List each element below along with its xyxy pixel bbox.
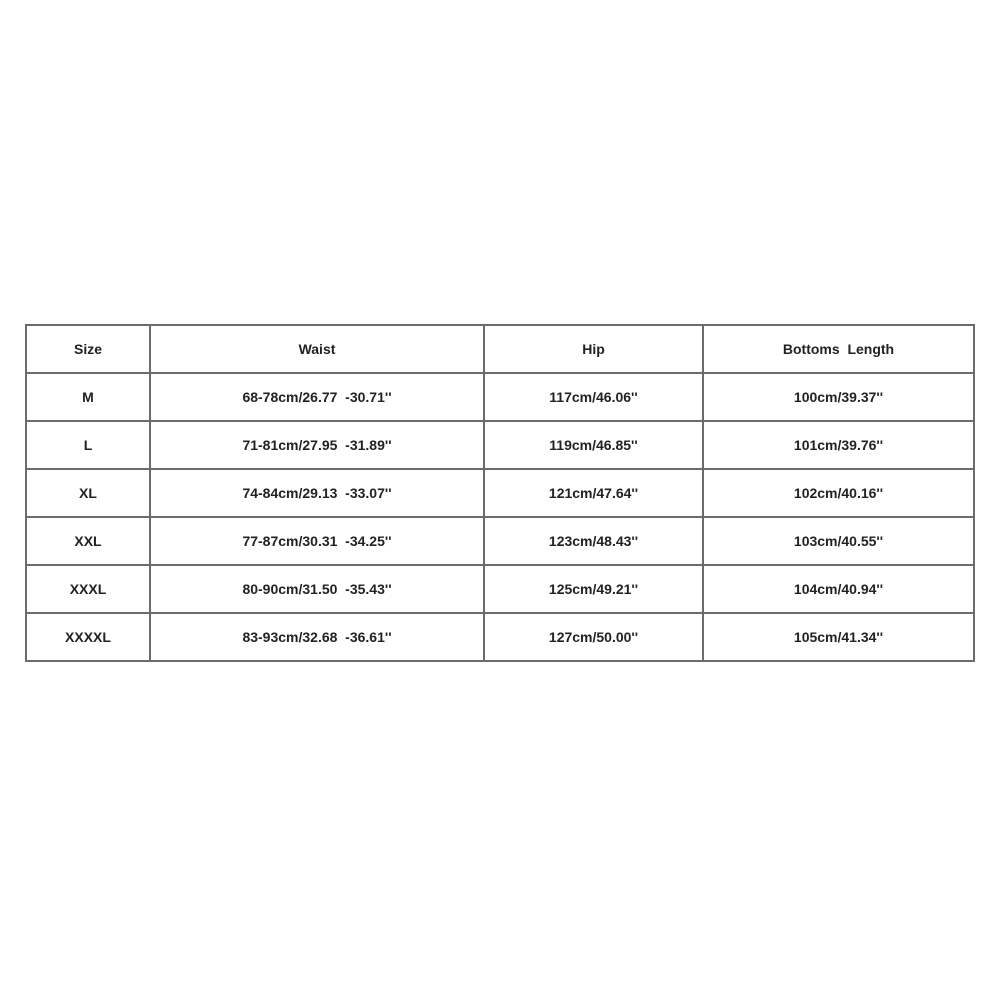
- waist-cell: 77-87cm/30.31 -34.25'': [150, 517, 484, 565]
- hip-cell: 127cm/50.00'': [484, 613, 703, 661]
- size-cell: XL: [26, 469, 150, 517]
- size-cell: L: [26, 421, 150, 469]
- waist-cell: 74-84cm/29.13 -33.07'': [150, 469, 484, 517]
- table-row: [26, 421, 974, 469]
- bottoms-length-cell: 104cm/40.94'': [703, 565, 974, 613]
- size-cell: M: [26, 373, 150, 421]
- table-row: [26, 613, 974, 661]
- bottoms-length-cell: 102cm/40.16'': [703, 469, 974, 517]
- bottoms-length-cell: 103cm/40.55'': [703, 517, 974, 565]
- hip-cell: 119cm/46.85'': [484, 421, 703, 469]
- hip-cell: 121cm/47.64'': [484, 469, 703, 517]
- column-header-hip: Hip: [484, 325, 703, 373]
- column-header-bottoms-length: Bottoms Length: [703, 325, 974, 373]
- bottoms-length-cell: 105cm/41.34'': [703, 613, 974, 661]
- table-row: [26, 517, 974, 565]
- waist-cell: 83-93cm/32.68 -36.61'': [150, 613, 484, 661]
- table-row: [26, 373, 974, 421]
- hip-cell: 123cm/48.43'': [484, 517, 703, 565]
- hip-cell: 125cm/49.21'': [484, 565, 703, 613]
- table-row: [26, 469, 974, 517]
- size-cell: XXXL: [26, 565, 150, 613]
- table-row: [26, 565, 974, 613]
- column-header-waist: Waist: [150, 325, 484, 373]
- size-cell: XXXXL: [26, 613, 150, 661]
- column-header-size: Size: [26, 325, 150, 373]
- size-chart-table: [25, 324, 975, 662]
- waist-cell: 71-81cm/27.95 -31.89'': [150, 421, 484, 469]
- bottoms-length-cell: 101cm/39.76'': [703, 421, 974, 469]
- table-header-row: [26, 325, 974, 373]
- size-cell: XXL: [26, 517, 150, 565]
- bottoms-length-cell: 100cm/39.37'': [703, 373, 974, 421]
- waist-cell: 68-78cm/26.77 -30.71'': [150, 373, 484, 421]
- hip-cell: 117cm/46.06'': [484, 373, 703, 421]
- waist-cell: 80-90cm/31.50 -35.43'': [150, 565, 484, 613]
